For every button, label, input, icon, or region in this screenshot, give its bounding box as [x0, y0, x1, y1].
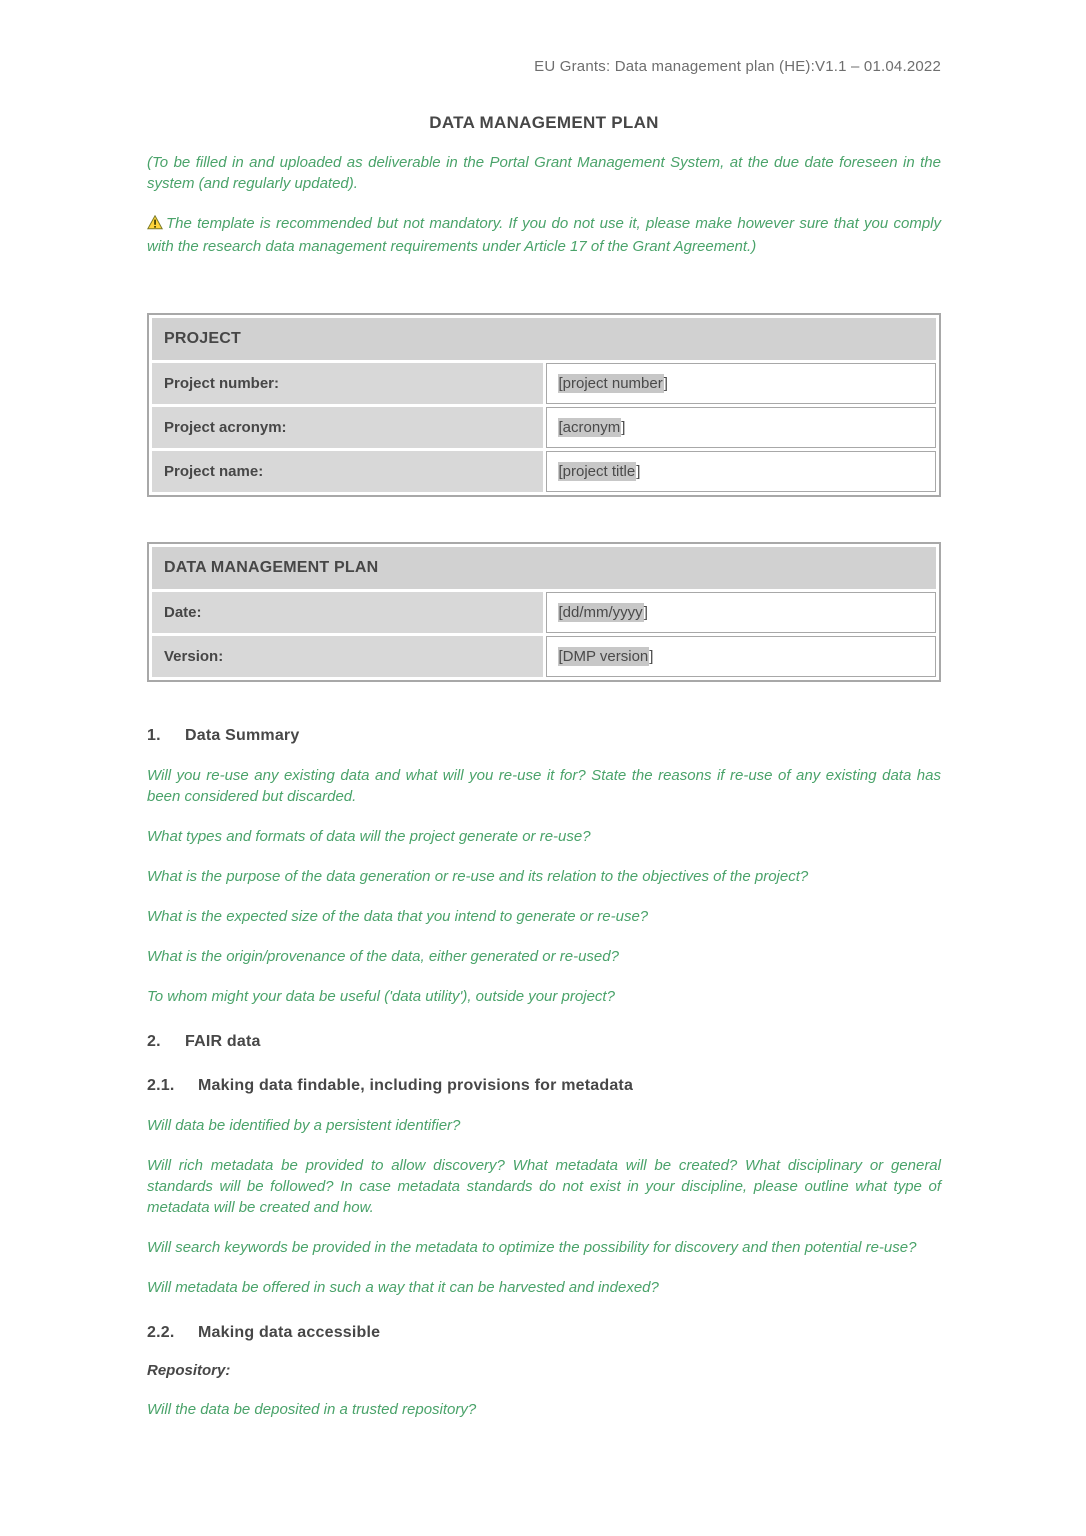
bracket-open: [	[558, 463, 563, 480]
warning-paragraph	[147, 213, 941, 257]
question: Will search keywords be provided in the metadata to optimize the possibility for discovery and then potential re-use?	[147, 1239, 917, 1256]
section-heading-fair-data	[147, 1033, 941, 1051]
project-acronym-label: Project acronym:	[152, 407, 543, 448]
bracket-close: ]	[663, 375, 668, 392]
bracket-open: [	[558, 604, 563, 621]
question: What is the origin/provenance of the data, either generated or re-used?	[147, 948, 619, 965]
project-table-header-row	[152, 318, 936, 360]
dmp-table	[147, 542, 941, 682]
section-heading-making-data-accessible	[147, 1324, 941, 1342]
section-title: Making data findable, including provisions for metadata	[198, 1077, 634, 1094]
date-field[interactable]	[546, 592, 937, 633]
bracket-open: [	[558, 648, 563, 665]
question: What types and formats of data will the project generate or re-use?	[147, 828, 591, 845]
table-row	[152, 451, 936, 492]
warning-icon	[147, 215, 163, 236]
table-row	[152, 363, 936, 404]
section-number: 2.1.	[147, 1077, 175, 1094]
project-name-field[interactable]	[546, 451, 937, 492]
version-label: Version:	[152, 636, 543, 677]
project-name-label: Project name:	[152, 451, 543, 492]
project-name-placeholder[interactable]: project title	[562, 463, 636, 480]
project-table	[147, 313, 941, 497]
section-heading-making-data-findable	[147, 1077, 941, 1095]
question: To whom might your data be useful ('data utility'), outside your project?	[147, 988, 615, 1005]
bracket-open: [	[558, 419, 563, 436]
section-title: Data Summary	[185, 727, 300, 744]
project-acronym-field[interactable]	[546, 407, 937, 448]
question: What is the purpose of the data generation or re-use and its relation to the objectives of the project?	[147, 868, 809, 885]
section-number: 1.	[147, 727, 161, 744]
dmp-table-title: DATA MANAGEMENT PLAN	[152, 547, 936, 589]
section-heading-data-summary	[147, 727, 941, 745]
dmp-table-header-row	[152, 547, 936, 589]
section-number: 2.2.	[147, 1324, 175, 1341]
intro-paragraph: (To be filled in and uploaded as deliverable in the Portal Grant Management System, at the due date foreseen in the system (and regularly updated).	[147, 154, 941, 192]
date-label: Date:	[152, 592, 543, 633]
question: Will the data be deposited in a trusted repository?	[147, 1401, 477, 1418]
section-number: 2.	[147, 1033, 161, 1050]
bracket-close: ]	[636, 463, 641, 480]
project-number-label: Project number:	[152, 363, 543, 404]
bracket-close: ]	[621, 419, 626, 436]
question: Will data be identified by a persistent identifier?	[147, 1117, 461, 1134]
table-row	[152, 592, 936, 633]
project-number-placeholder[interactable]: project number	[562, 375, 663, 392]
project-number-field[interactable]	[546, 363, 937, 404]
warning-text: The template is recommended but not mandatory. If you do not use it, please make however sure that you comply with the research data management requirements under Article 17 of the Grant Agreement.)	[147, 215, 941, 255]
question: What is the expected size of the data that you intend to generate or re-use?	[147, 908, 649, 925]
question: Will metadata be offered in such a way that it can be harvested and indexed?	[147, 1279, 659, 1296]
table-row	[152, 636, 936, 677]
table-row	[152, 407, 936, 448]
section-title: FAIR data	[185, 1033, 261, 1050]
bracket-open: [	[558, 375, 563, 392]
bracket-close: ]	[643, 604, 648, 621]
doc-header: EU Grants: Data management plan (HE):V1.1 – 01.04.2022	[534, 58, 941, 75]
repository-subheading: Repository:	[147, 1362, 231, 1379]
project-table-title: PROJECT	[152, 318, 936, 360]
version-field[interactable]	[546, 636, 937, 677]
bracket-close: ]	[649, 648, 654, 665]
page-title: DATA MANAGEMENT PLAN	[429, 113, 659, 132]
version-placeholder[interactable]: DMP version	[562, 648, 649, 665]
question: Will rich metadata be provided to allow discovery? What metadata will be created? What disciplinary or general standards will be followed? In case metadata standards do not exist in your discipline, please outline what type of metadata will be created and how.	[147, 1157, 941, 1216]
date-placeholder[interactable]: dd/mm/yyyy	[562, 604, 643, 621]
project-acronym-placeholder[interactable]: acronym	[562, 419, 621, 436]
section-title: Making data accessible	[198, 1324, 381, 1341]
question: Will you re-use any existing data and what will you re-use it for? State the reasons if re-use of any existing data has been considered but discarded.	[147, 767, 941, 805]
